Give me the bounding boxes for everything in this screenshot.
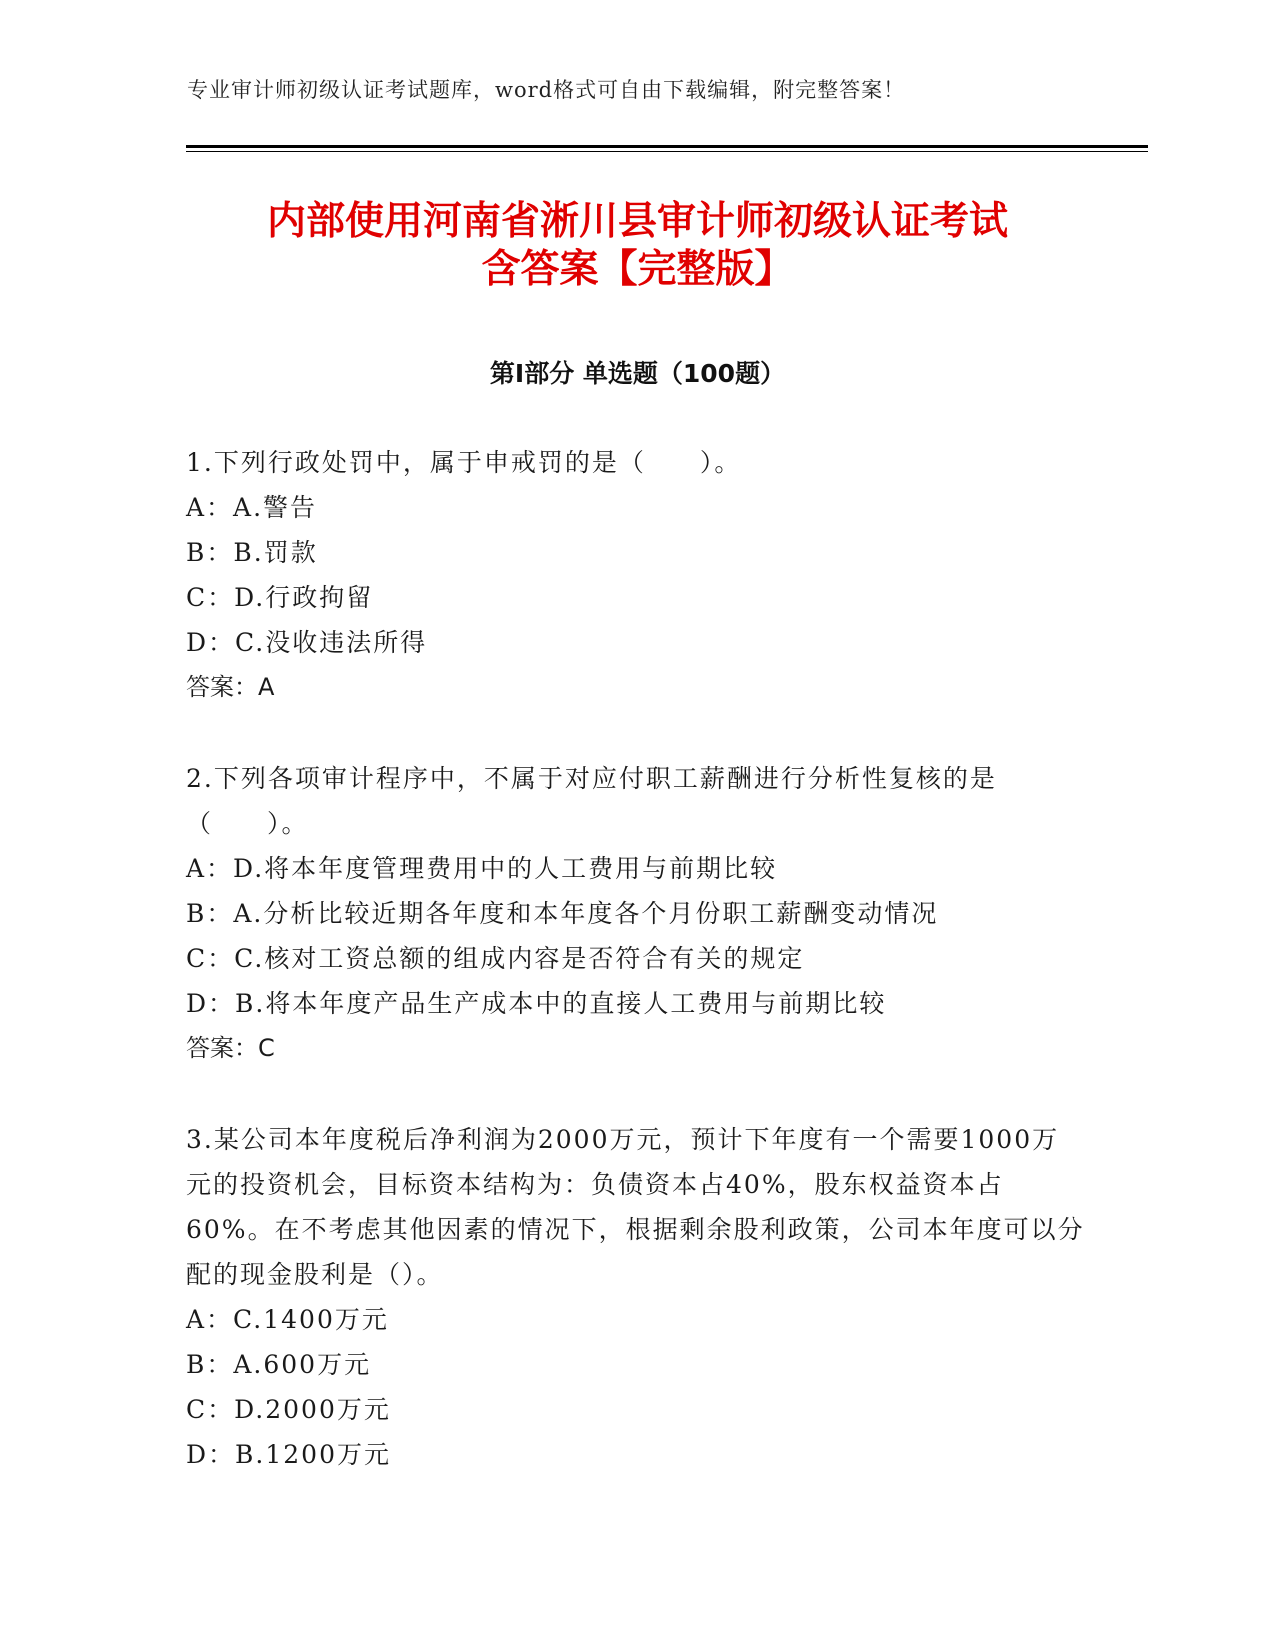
option-d: D：B.将本年度产品生产成本中的直接人工费用与前期比较: [186, 989, 887, 1018]
answer-text: 答案：C: [186, 1034, 275, 1062]
option-a: A：D.将本年度管理费用中的人工费用与前期比较: [186, 854, 778, 883]
header-rule-thick: [186, 145, 1148, 148]
question-stem: 3.某公司本年度税后净利润为2000万元，预计下年度有一个需要1000万元的投资机会，目标资本结构为：负债资本占40%，股东权益资本占60%。在不考虑其他因素的情况下，根据剩余股利政策，公司本年度可以分配的现金股利是（）。: [186, 1125, 1085, 1289]
option-c: C：D.行政拘留: [186, 583, 374, 612]
option-a: A：C.1400万元: [186, 1305, 389, 1334]
answer-text: 答案：A: [186, 673, 275, 701]
title-line-2: 含答案【完整版】: [481, 247, 794, 292]
question-list: [186, 440, 1086, 1523]
header-note: 专业审计师初级认证考试题库，word格式可自由下载编辑，附完整答案！: [187, 78, 906, 102]
option-b: B：B.罚款: [186, 538, 318, 567]
option-d: D：B.1200万元: [186, 1440, 391, 1469]
option-d: D：C.没收违法所得: [186, 628, 428, 657]
question-stem: 2.下列各项审计程序中，不属于对应付职工薪酬进行分析性复核的是（ ）。: [186, 764, 997, 838]
question-1: [186, 440, 1086, 710]
header-rule-thin: [186, 151, 1148, 152]
option-a: A：A.警告: [186, 493, 318, 522]
option-b: B：A.600万元: [186, 1350, 372, 1379]
option-c: C：C.核对工资总额的组成内容是否符合有关的规定: [186, 944, 805, 973]
option-b: B：A.分析比较近期各年度和本年度各个月份职工薪酬变动情况: [186, 899, 939, 928]
section-heading: 第Ⅰ部分 单选题（100题）: [489, 359, 786, 388]
title-line-1: 内部使用河南省淅川县审计师初级认证考试: [266, 199, 1008, 244]
option-c: C：D.2000万元: [186, 1395, 391, 1424]
document-title: [150, 198, 1125, 294]
question-2: [186, 756, 1086, 1071]
question-3: [186, 1117, 1086, 1477]
question-stem: 1.下列行政处罚中，属于申戒罚的是（ ）。: [186, 448, 742, 477]
